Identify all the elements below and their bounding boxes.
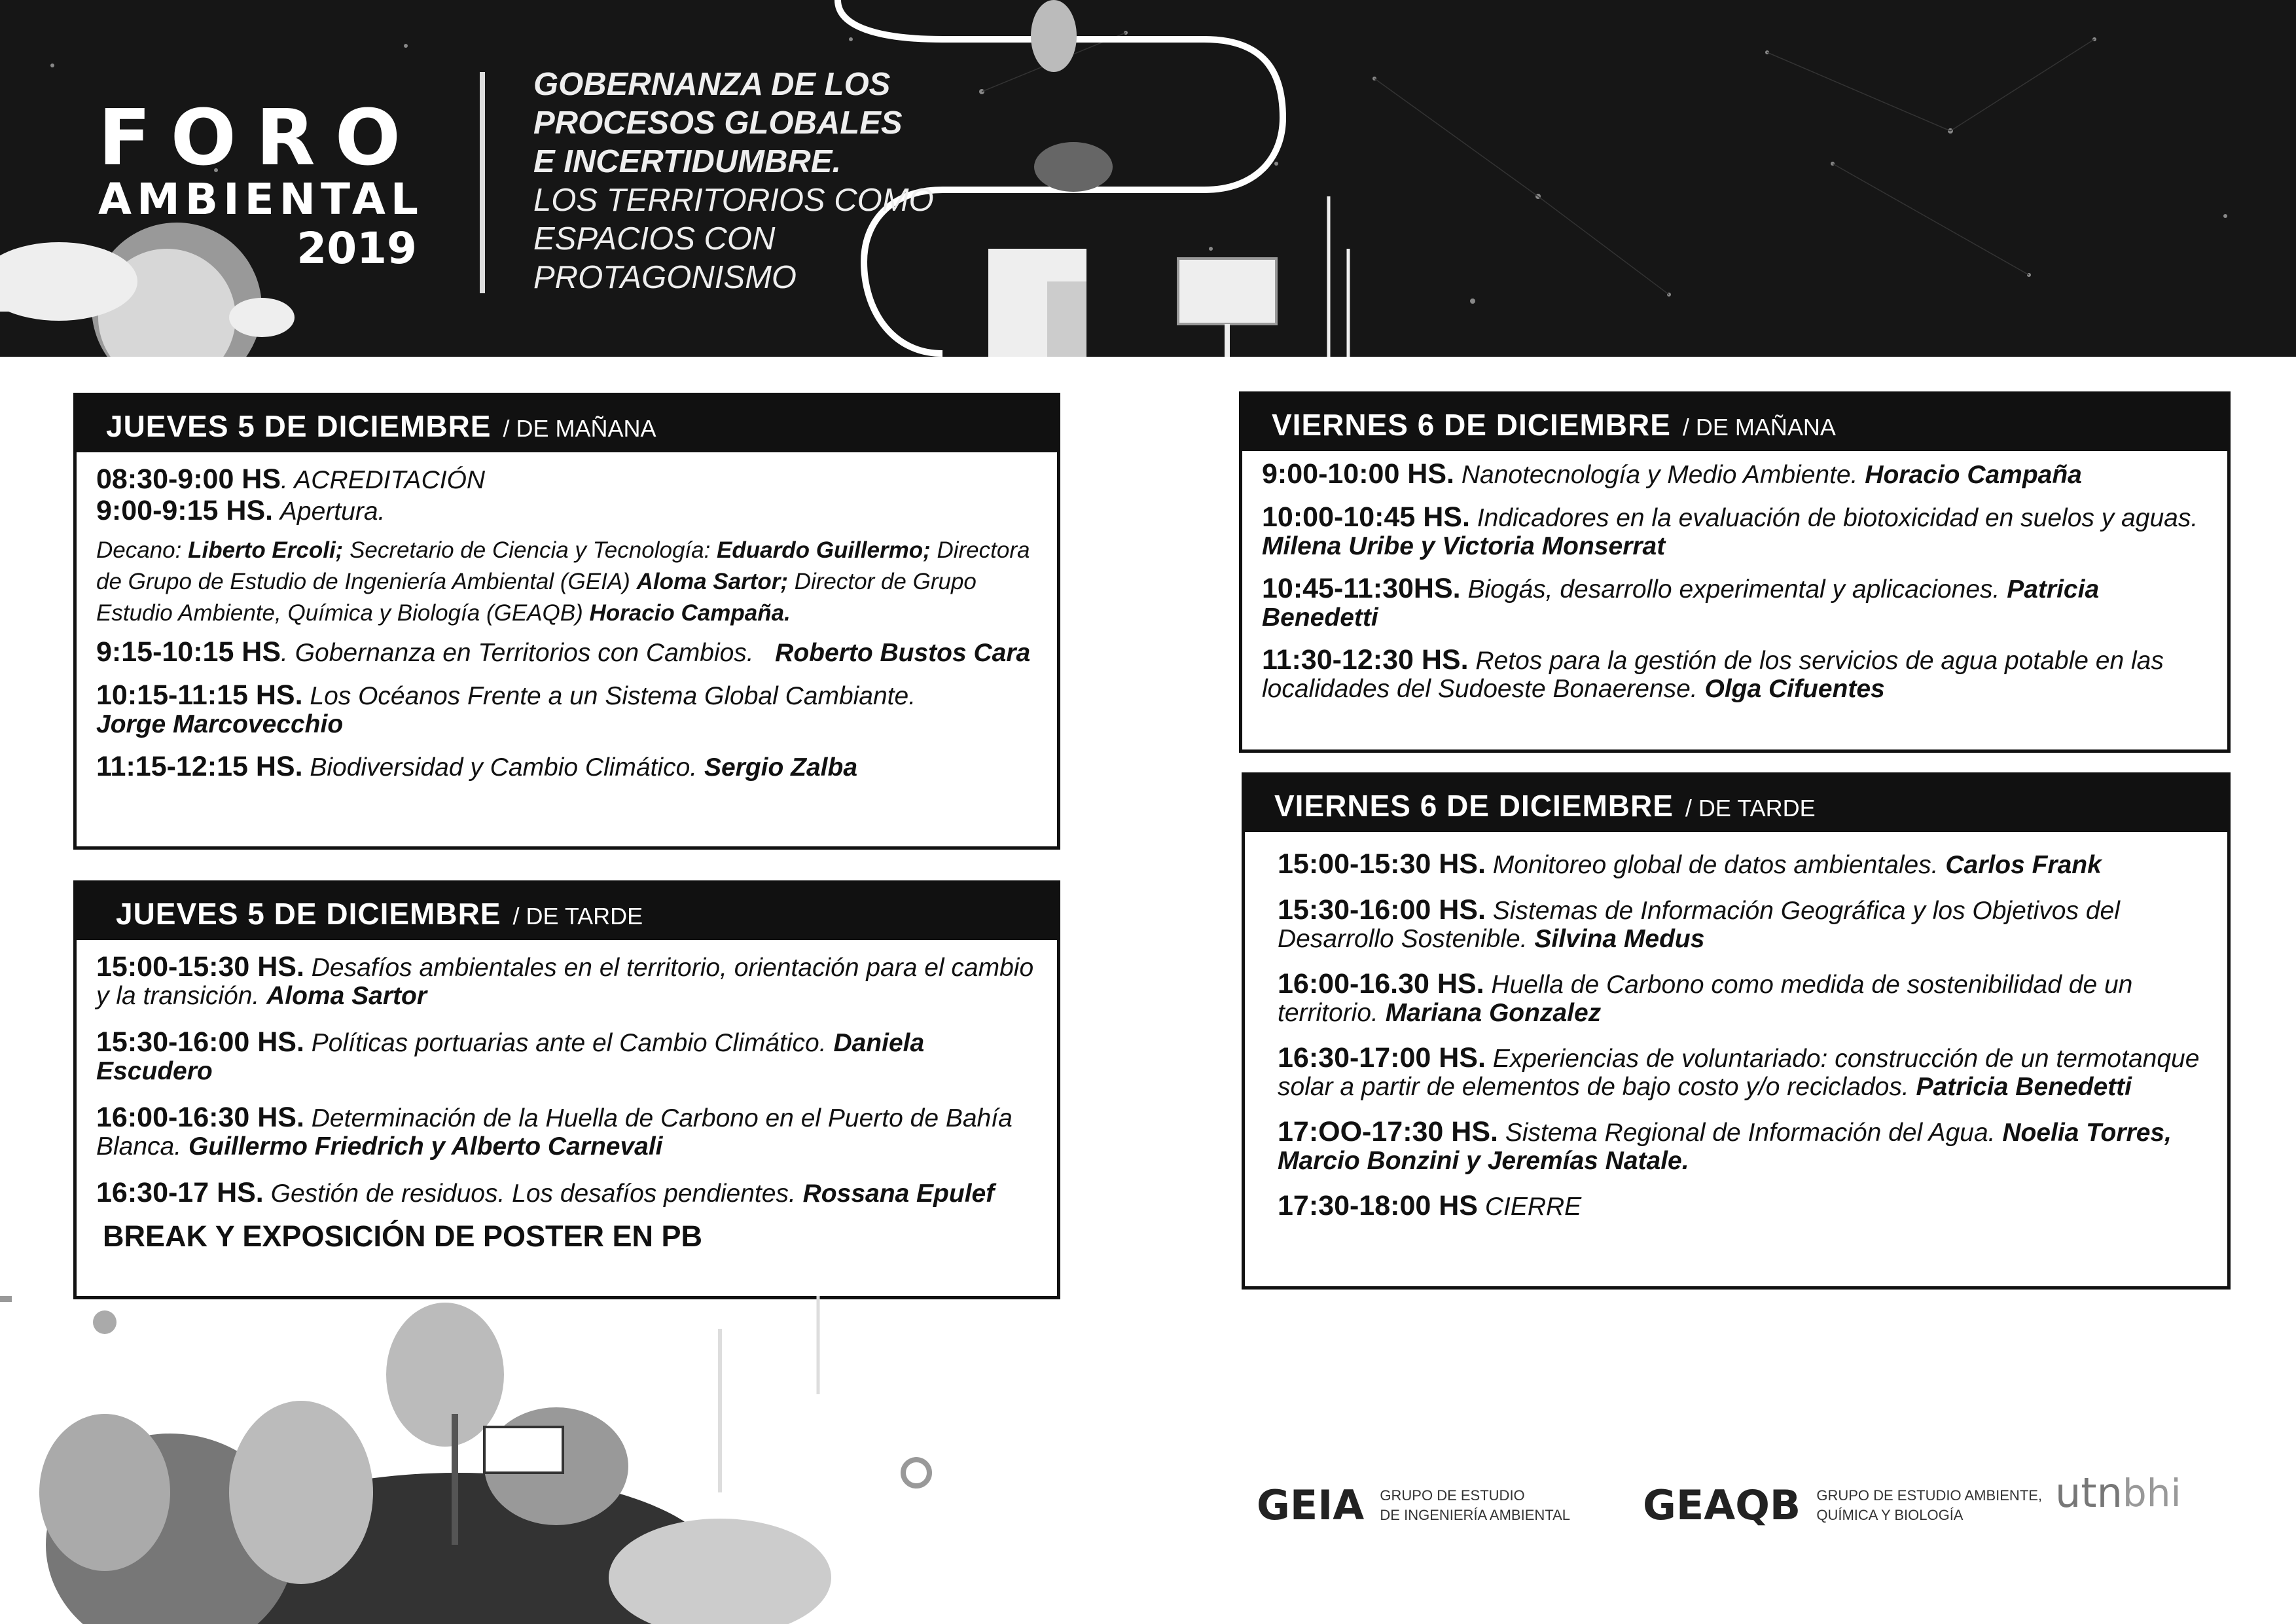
- item-desc: Apertura.: [279, 497, 386, 526]
- item-speaker: Patricia Benedetti: [1262, 575, 2100, 632]
- block-part: / DE TARDE: [512, 903, 643, 929]
- header-banner: [0, 0, 2296, 357]
- item-speaker: Olga Cifuentes: [1704, 675, 1885, 703]
- utn-logo: [2055, 1469, 2181, 1517]
- item-speaker: Jorge Marcovecchio: [96, 710, 344, 738]
- item-time: 16:30-17:00 HS.: [1278, 1042, 1486, 1074]
- item-desc: . Gobernanza en Territorios con Cambios.: [281, 639, 754, 667]
- item-desc: Los Océanos Frente a un Sistema Global Cambiante.: [310, 682, 916, 710]
- item-time: 11:15-12:15 HS.: [96, 751, 303, 782]
- brand-year: 2019: [296, 223, 417, 274]
- schedule-thursday-morning: [73, 393, 1060, 850]
- break-notice: BREAK Y EXPOSICIÓN DE POSTER EN PB: [103, 1219, 703, 1253]
- subtitle-line: PROCESOS GLOBALES: [533, 105, 903, 141]
- item-time: 16:00-16.30 HS.: [1278, 968, 1484, 1000]
- item-desc: Biodiversidad y Cambio Climático.: [310, 753, 698, 782]
- schedule-friday-afternoon: [1242, 772, 2231, 1290]
- geia-text-line: GRUPO DE ESTUDIO: [1380, 1487, 1525, 1504]
- item-speaker: Aloma Sartor: [266, 982, 427, 1010]
- auth-name: Aloma Sartor;: [636, 569, 788, 594]
- item-desc: Huella de Carbono como medida de sostenibilidad de un territorio.: [1278, 971, 2133, 1027]
- schedule-item: [96, 1179, 1037, 1208]
- utn-mark-bhi: bhi: [2122, 1471, 2181, 1516]
- auth-role: Decano:: [96, 537, 188, 563]
- geaqb-mark: GEAQB: [1643, 1481, 1801, 1529]
- schedule-item: [1262, 575, 2208, 632]
- block-day: VIERNES 6 DE DICIEMBRE: [1274, 789, 1674, 823]
- geaqb-logo: [1643, 1481, 2043, 1529]
- geia-logo: [1257, 1481, 1570, 1529]
- schedule-item: [96, 638, 1037, 667]
- item-time: 08:30-9:00 HS: [96, 463, 281, 495]
- item-desc: Sistema Regional de Información del Agua.: [1505, 1119, 1996, 1147]
- schedule-thursday-afternoon: [73, 880, 1060, 1299]
- brand-foro: FORO: [98, 92, 421, 183]
- item-time: 16:30-17 HS.: [96, 1177, 264, 1208]
- item-speaker: Sergio Zalba: [704, 753, 858, 782]
- item-time: 10:00-10:45 HS.: [1262, 501, 1470, 533]
- item-speaker: Roberto Bustos Cara: [775, 639, 1031, 667]
- block-header: [1242, 395, 2227, 451]
- schedule-item: [1278, 970, 2208, 1027]
- event-logo: [98, 92, 423, 275]
- item-time: 15:00-15:30 HS.: [96, 951, 304, 983]
- item-time: 10:45-11:30HS.: [1262, 573, 1461, 604]
- item-speaker: Patricia Benedetti: [1916, 1073, 2132, 1101]
- auth-role: Secretario de Ciencia y Tecnología:: [343, 537, 717, 563]
- schedule-item: [1278, 850, 2208, 879]
- subtitle-line: E INCERTIDUMBRE.: [533, 144, 842, 179]
- item-desc: Experiencias de voluntariado: construcción de un termotanque solar a partir de elementos de bajo costo y/o reciclados.: [1278, 1045, 2200, 1101]
- schedule-item: [1278, 1192, 2208, 1221]
- item-time: 15:30-16:00 HS.: [1278, 894, 1486, 926]
- subtitle-line: GOBERNANZA DE LOS: [533, 67, 891, 102]
- item-time: 16:00-16:30 HS.: [96, 1102, 304, 1133]
- item-time: 15:30-16:00 HS.: [96, 1026, 304, 1058]
- block-day: JUEVES 5 DE DICIEMBRE: [116, 897, 501, 931]
- item-desc: Retos para la gestión de los servicios de agua potable en las localidades del Sudoeste Bonaerense.: [1262, 647, 2164, 703]
- block-day: JUEVES 5 DE DICIEMBRE: [106, 409, 492, 443]
- item-speaker: Milena Uribe y Victoria Monserrat: [1262, 532, 1666, 560]
- schedule-item: [1278, 1118, 2208, 1175]
- item-desc: Sistemas de Información Geográfica y los Objetivos del Desarrollo Sostenible.: [1278, 897, 2120, 953]
- schedule-item: [96, 465, 1037, 494]
- schedule-item: [96, 681, 1037, 738]
- auth-role: Directora de Grupo de Estudio de Ingeniería Ambiental (GEIA): [96, 537, 1030, 594]
- item-time: 9:15-10:15 HS: [96, 636, 281, 668]
- landscape-illustration: [0, 1296, 1047, 1624]
- subtitle-line: PROTAGONISMO: [533, 260, 797, 295]
- block-part: / DE TARDE: [1685, 795, 1816, 821]
- item-speaker: Rossana Epulef: [802, 1180, 995, 1208]
- block-part: / DE MAÑANA: [503, 415, 656, 442]
- item-speaker: Silvina Medus: [1534, 925, 1705, 953]
- auth-name: Eduardo Guillermo;: [717, 537, 931, 563]
- item-desc: Nanotecnología y Medio Ambiente.: [1461, 461, 1858, 489]
- item-speaker: Carlos Frank: [1945, 851, 2102, 879]
- schedule-item: [1262, 460, 2208, 489]
- item-desc: . ACREDITACIÓN: [281, 466, 486, 494]
- item-desc: Monitoreo global de datos ambientales.: [1492, 851, 1939, 879]
- item-desc: Determinación de la Huella de Carbono en el Puerto de Bahía Blanca.: [96, 1104, 1013, 1161]
- item-time: 11:30-12:30 HS.: [1262, 644, 1469, 676]
- block-header: [77, 396, 1057, 452]
- item-desc: Desafíos ambientales en el territorio, orientación para el cambio y la transición.: [96, 954, 1034, 1010]
- item-time: 10:15-11:15 HS.: [96, 679, 303, 711]
- geaqb-text: [1816, 1486, 2042, 1525]
- item-time: 9:00-9:15 HS.: [96, 495, 274, 526]
- schedule-item: [1278, 1044, 2208, 1101]
- geaqb-text-line: QUÍMICA Y BIOLOGÍA: [1816, 1507, 1964, 1523]
- item-time: 15:00-15:30 HS.: [1278, 848, 1486, 880]
- header-divider: [480, 72, 485, 293]
- block-part: / DE MAÑANA: [1682, 414, 1836, 441]
- geaqb-text-line: GRUPO DE ESTUDIO AMBIENTE,: [1816, 1487, 2043, 1504]
- item-desc: Gestión de residuos. Los desafíos pendientes.: [270, 1180, 796, 1208]
- schedule-item: [96, 1028, 1037, 1085]
- utn-mark: utn: [2055, 1469, 2123, 1517]
- schedule-item: [96, 1104, 1037, 1161]
- item-speaker: Noelia Torres, Marcio Bonzini y Jeremías Natale.: [1278, 1119, 2172, 1175]
- item-desc: CIERRE: [1484, 1193, 1582, 1221]
- item-desc: Políticas portuarias ante el Cambio Climático.: [311, 1029, 827, 1057]
- schedule-item: [96, 753, 1037, 782]
- schedule-item: [96, 497, 1037, 526]
- geia-text: [1380, 1486, 1570, 1525]
- block-day: VIERNES 6 DE DICIEMBRE: [1272, 408, 1671, 442]
- item-desc: Biogás, desarrollo experimental y aplicaciones.: [1467, 575, 2000, 604]
- item-time: 17:OO-17:30 HS.: [1278, 1116, 1498, 1147]
- item-speaker: Guillermo Friedrich y Alberto Carnevali: [188, 1132, 663, 1161]
- event-subtitle: [533, 65, 939, 297]
- brand-ambiental: AMBIENTAL: [98, 174, 423, 225]
- schedule-item: [1262, 646, 2208, 703]
- item-speaker: Daniela Escudero: [96, 1029, 925, 1085]
- item-speaker: Horacio Campaña: [1865, 461, 2082, 489]
- authorities-text: [96, 535, 1037, 629]
- schedule-item: [1278, 896, 2208, 953]
- auth-role: Director de Grupo Estudio Ambiente, Química y Biología (GEAQB): [96, 569, 977, 626]
- schedule-item: [96, 953, 1037, 1010]
- subtitle-line: LOS TERRITORIOS COMO: [533, 183, 934, 218]
- auth-name: Liberto Ercoli;: [188, 537, 344, 563]
- item-speaker: Mariana Gonzalez: [1385, 999, 1602, 1027]
- auth-name: Horacio Campaña.: [589, 600, 791, 626]
- item-time: 17:30-18:00 HS: [1278, 1190, 1478, 1221]
- schedule-friday-morning: [1239, 391, 2231, 753]
- geia-mark: GEIA: [1257, 1481, 1365, 1529]
- geia-text-line: DE INGENIERÍA AMBIENTAL: [1380, 1507, 1570, 1523]
- block-header: [1245, 776, 2227, 832]
- subtitle-line: ESPACIOS CON: [533, 221, 776, 257]
- schedule-item: [1262, 503, 2208, 560]
- item-time: 9:00-10:00 HS.: [1262, 458, 1454, 490]
- block-header: [77, 884, 1057, 940]
- item-desc: Indicadores en la evaluación de biotoxicidad en suelos y aguas.: [1477, 504, 2198, 532]
